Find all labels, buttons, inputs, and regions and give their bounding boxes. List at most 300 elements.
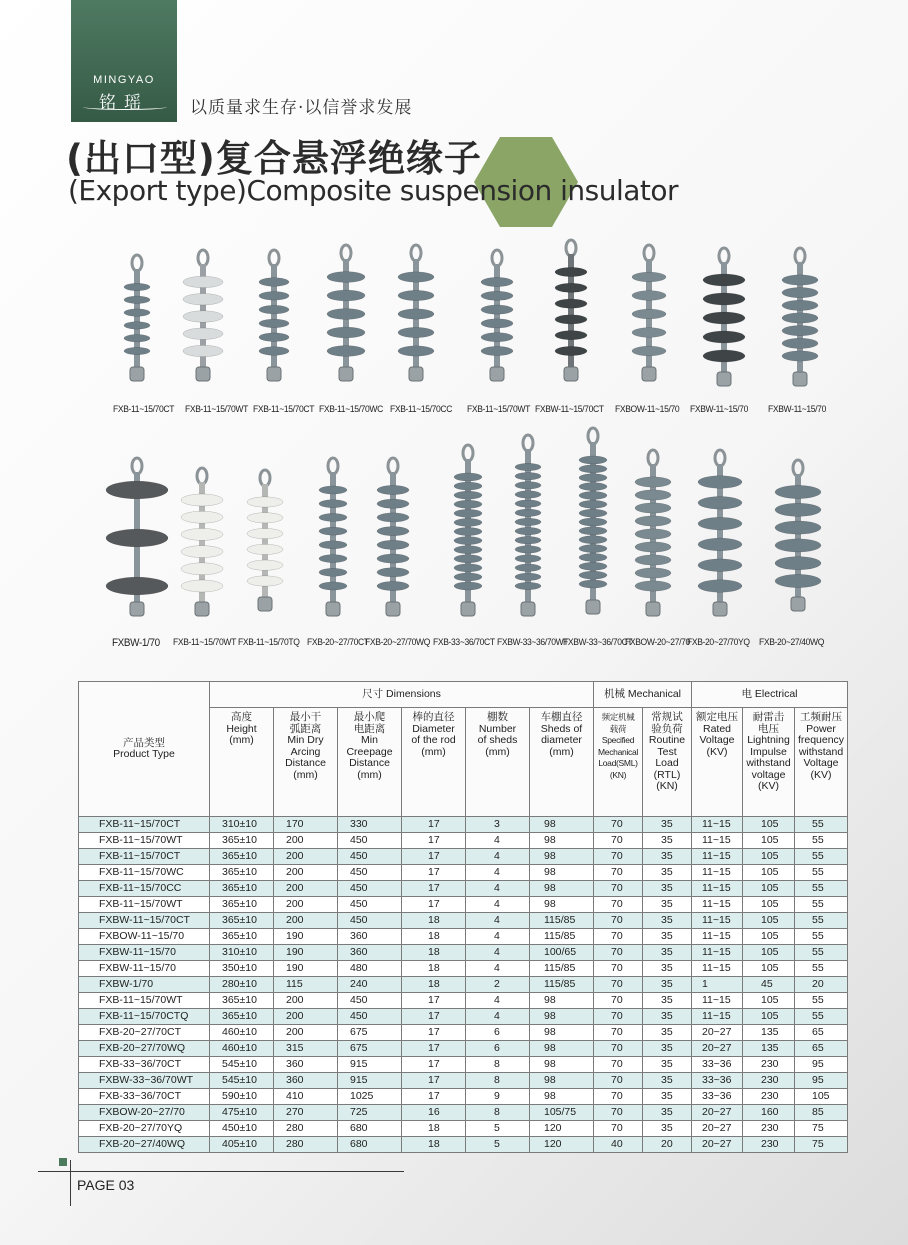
insulator-row1-1 <box>124 255 150 381</box>
table-cell: 105 <box>743 897 795 913</box>
table-cell: 55 <box>795 881 848 897</box>
table-cell: 11~15 <box>692 1009 743 1025</box>
insulator-row2-11 <box>775 460 821 611</box>
table-cell: 98 <box>530 1073 594 1089</box>
table-cell: 365±10 <box>210 929 274 945</box>
table-row <box>79 929 848 945</box>
shed <box>259 278 289 287</box>
insulator-label: FXB-11~15/70WT <box>467 404 530 415</box>
rod <box>262 484 268 599</box>
shed <box>775 503 821 516</box>
shed <box>181 580 223 592</box>
table-cell: 70 <box>594 817 643 833</box>
table-cell: 115/85 <box>530 913 594 929</box>
table-cell: 35 <box>643 1009 692 1025</box>
table-cell: 70 <box>594 1009 643 1025</box>
table-cell: 33~36 <box>692 1089 743 1105</box>
sml-header: 频定机械 载荷 Specified Mechanical Load(SML) (KN) <box>594 708 643 817</box>
table-cell: 1 <box>692 977 743 993</box>
insulator-row2-8 <box>579 428 607 614</box>
rod <box>494 264 500 369</box>
shed <box>579 483 607 491</box>
bottom-fitting-icon <box>195 602 209 616</box>
bottom-fitting-icon <box>717 372 731 386</box>
rod <box>134 269 140 369</box>
shed <box>259 333 289 342</box>
table-cell: 200 <box>274 897 338 913</box>
shed <box>775 557 821 570</box>
shed <box>377 527 409 536</box>
shed <box>515 491 541 498</box>
table-cell: 18 <box>402 1137 466 1153</box>
page-number: PAGE 03 <box>77 1177 135 1193</box>
shed <box>181 511 223 523</box>
table-cell: 365±10 <box>210 881 274 897</box>
table-cell: 35 <box>643 865 692 881</box>
table-cell: 240 <box>338 977 402 993</box>
shed <box>454 518 482 526</box>
insulator-label: FXBW-33~36/70WT <box>497 637 569 648</box>
table-cell: 98 <box>530 897 594 913</box>
table-cell: 200 <box>274 913 338 929</box>
table-cell: 9 <box>466 1089 530 1105</box>
table-row <box>79 1121 848 1137</box>
shed <box>481 346 513 355</box>
table-cell: 70 <box>594 993 643 1009</box>
shed <box>515 518 541 525</box>
shed <box>454 528 482 536</box>
shed <box>481 319 513 328</box>
table-cell: 330 <box>338 817 402 833</box>
footer-rule <box>38 1171 404 1172</box>
table-cell: 4 <box>466 881 530 897</box>
shed <box>247 528 283 538</box>
table-row <box>79 961 848 977</box>
insulator-label: FXBW-33~36/70CT <box>563 637 633 648</box>
table-cell: 35 <box>643 961 692 977</box>
table-cell: 17 <box>402 1057 466 1073</box>
top-fitting-icon <box>411 245 421 261</box>
company-logo <box>71 0 177 122</box>
table-cell: 55 <box>795 849 848 865</box>
table-cell: 11~15 <box>692 961 743 977</box>
table-cell: 5 <box>466 1121 530 1137</box>
shed <box>319 555 347 563</box>
shed <box>515 546 541 553</box>
shed <box>183 328 223 339</box>
table-cell: 55 <box>795 1009 848 1025</box>
shed <box>454 500 482 508</box>
table-cell: 450 <box>338 833 402 849</box>
shed <box>181 546 223 558</box>
top-fitting-icon <box>793 460 803 476</box>
shed <box>782 288 818 298</box>
shed <box>703 293 745 305</box>
mechanical-group-header: 机械 Mechanical <box>594 682 692 708</box>
shed <box>515 537 541 544</box>
product-cell: FXB-20~27/70WQ <box>79 1041 210 1057</box>
table-cell: 35 <box>643 849 692 865</box>
table-cell: 115/85 <box>530 961 594 977</box>
table-cell: 545±10 <box>210 1057 274 1073</box>
spec-table <box>78 681 848 1153</box>
top-fitting-icon <box>269 250 279 266</box>
table-cell: 365±10 <box>210 849 274 865</box>
table-cell: 18 <box>402 961 466 977</box>
shed <box>555 299 587 308</box>
shed <box>327 290 365 301</box>
shed <box>635 503 671 513</box>
product-cell: FXB-11~15/70CC <box>79 881 210 897</box>
table-cell: 280 <box>274 1121 338 1137</box>
table-cell: 55 <box>795 865 848 881</box>
table-row <box>79 1137 848 1153</box>
shed <box>124 322 150 329</box>
shed <box>579 536 607 544</box>
table-cell: 70 <box>594 897 643 913</box>
rod <box>271 264 277 369</box>
top-fitting-icon <box>644 245 654 261</box>
shed <box>515 472 541 479</box>
table-cell: 70 <box>594 1057 643 1073</box>
table-cell: 45 <box>743 977 795 993</box>
product-cell: FXB-11~15/70WC <box>79 865 210 881</box>
table-cell: 17 <box>402 1089 466 1105</box>
shed <box>632 272 666 282</box>
table-cell: 160 <box>743 1105 795 1121</box>
shed <box>454 491 482 499</box>
shed <box>579 500 607 508</box>
power-frequency-header: 工频耐压 Power frequency withstand Voltage (KV) <box>795 708 848 817</box>
table-cell: 17 <box>402 897 466 913</box>
footer-vertical-rule <box>70 1160 71 1206</box>
product-cell: FXB-33~36/70CT <box>79 1089 210 1105</box>
table-cell: 105 <box>743 865 795 881</box>
table-cell: 230 <box>743 1073 795 1089</box>
insulator-row1-6 <box>481 250 513 381</box>
table-cell: 450 <box>338 849 402 865</box>
table-cell: 280±10 <box>210 977 274 993</box>
table-cell: 35 <box>643 977 692 993</box>
insulator-row2-10 <box>698 450 742 616</box>
table-cell: 55 <box>795 913 848 929</box>
shed <box>481 305 513 314</box>
table-cell: 105 <box>743 993 795 1009</box>
table-cell: 200 <box>274 865 338 881</box>
table-cell: 675 <box>338 1041 402 1057</box>
insulator-row2-1 <box>106 458 168 616</box>
rod <box>390 472 396 604</box>
table-cell: 70 <box>594 865 643 881</box>
table-cell: 105 <box>743 961 795 977</box>
table-cell: 95 <box>795 1057 848 1073</box>
top-fitting-icon <box>492 250 502 266</box>
sheds-diameter-header: 车棚直径 Sheds of diameter (mm) <box>530 708 594 817</box>
shed <box>259 347 289 356</box>
shed <box>579 491 607 499</box>
product-cell: FXBW-11~15/70CT <box>79 913 210 929</box>
rod <box>721 262 727 374</box>
table-cell: 35 <box>643 1089 692 1105</box>
shed <box>515 555 541 562</box>
shed <box>247 513 283 523</box>
shed <box>555 315 587 324</box>
logo-text-cn: 铭瑶 <box>99 93 149 113</box>
table-cell: 20~27 <box>692 1041 743 1057</box>
table-cell: 365±10 <box>210 897 274 913</box>
table-cell: 35 <box>643 881 692 897</box>
shed <box>106 577 168 595</box>
shed <box>579 456 607 464</box>
table-cell: 4 <box>466 913 530 929</box>
shed <box>635 568 671 578</box>
top-fitting-icon <box>463 445 473 461</box>
table-cell: 16 <box>402 1105 466 1121</box>
table-cell: 230 <box>743 1137 795 1153</box>
table-cell: 6 <box>466 1025 530 1041</box>
shed <box>319 513 347 521</box>
table-cell: 200 <box>274 993 338 1009</box>
table-cell: 17 <box>402 1073 466 1089</box>
shed <box>454 509 482 517</box>
table-cell: 200 <box>274 833 338 849</box>
table-cell: 450 <box>338 881 402 897</box>
rod <box>650 464 656 604</box>
table-cell: 4 <box>466 897 530 913</box>
rod <box>646 259 652 369</box>
table-cell: 70 <box>594 977 643 993</box>
rod <box>330 472 336 604</box>
dry-arcing-header: 最小干 弧距离 Min Dry Arcing Distance (mm) <box>274 708 338 817</box>
shed <box>481 333 513 342</box>
table-row <box>79 1073 848 1089</box>
table-cell: 35 <box>643 1121 692 1137</box>
table-cell: 35 <box>643 1025 692 1041</box>
table-cell: 450 <box>338 1009 402 1025</box>
shed <box>555 283 587 292</box>
shed <box>515 573 541 580</box>
table-cell: 35 <box>643 1057 692 1073</box>
table-row <box>79 897 848 913</box>
bottom-fitting-icon <box>461 602 475 616</box>
table-cell: 115/85 <box>530 977 594 993</box>
shed <box>183 294 223 305</box>
shed <box>515 582 541 589</box>
table-cell: 18 <box>402 913 466 929</box>
product-type-header: 产品类型 Product Type <box>79 682 210 817</box>
insulator-label: FXB-20~27/70WQ <box>365 637 431 648</box>
shed <box>377 554 409 563</box>
table-cell: 190 <box>274 961 338 977</box>
table-cell: 11~15 <box>692 945 743 961</box>
table-cell: 450±10 <box>210 1121 274 1137</box>
table-cell: 35 <box>643 817 692 833</box>
table-row <box>79 913 848 929</box>
table-cell: 33~36 <box>692 1057 743 1073</box>
shed <box>124 347 150 354</box>
table-cell: 75 <box>795 1121 848 1137</box>
table-cell: 365±10 <box>210 993 274 1009</box>
top-fitting-icon <box>197 468 207 484</box>
insulator-row2-7 <box>515 435 541 616</box>
table-cell: 915 <box>338 1073 402 1089</box>
insulator-row1-3 <box>259 250 289 381</box>
shed <box>515 527 541 534</box>
table-cell: 35 <box>643 1105 692 1121</box>
insulator-label: FXB-11~15/70CT <box>253 404 315 415</box>
insulator-label: FXB-11~15/70WC <box>319 404 383 415</box>
table-cell: 100/65 <box>530 945 594 961</box>
table-cell: 105 <box>743 1009 795 1025</box>
table-cell: 120 <box>530 1121 594 1137</box>
table-row <box>79 833 848 849</box>
shed <box>698 497 742 510</box>
table-cell: 460±10 <box>210 1025 274 1041</box>
table-cell: 20~27 <box>692 1105 743 1121</box>
table-group-header-row <box>79 682 848 708</box>
table-cell: 17 <box>402 849 466 865</box>
table-cell: 105 <box>743 817 795 833</box>
slogan: 以质量求生存·以信誉求发展 <box>190 98 413 118</box>
bottom-fitting-icon <box>386 602 400 616</box>
table-cell: 135 <box>743 1025 795 1041</box>
shed <box>782 313 818 323</box>
table-cell: 95 <box>795 1073 848 1089</box>
table-cell: 11~15 <box>692 817 743 833</box>
product-cell: FXB-11~15/70CT <box>79 849 210 865</box>
shed <box>635 542 671 552</box>
table-cell: 350±10 <box>210 961 274 977</box>
top-fitting-icon <box>795 248 805 264</box>
table-cell: 18 <box>402 945 466 961</box>
shed <box>481 291 513 300</box>
bottom-fitting-icon <box>564 367 578 381</box>
table-cell: 105 <box>743 913 795 929</box>
insulator-label: FXB-20~27/40WQ <box>759 637 825 648</box>
top-fitting-icon <box>132 255 142 271</box>
shed <box>181 563 223 575</box>
table-cell: 11~15 <box>692 993 743 1009</box>
table-cell: 35 <box>643 929 692 945</box>
table-cell: 4 <box>466 1009 530 1025</box>
insulator-label: FXBOW-11~15/70 <box>615 404 680 415</box>
table-cell: 17 <box>402 833 466 849</box>
shed <box>515 463 541 470</box>
insulator-label: FXB-11~15/70WT <box>173 637 236 648</box>
table-cell: 11~15 <box>692 849 743 865</box>
bottom-fitting-icon <box>586 600 600 614</box>
shed <box>579 509 607 517</box>
table-cell: 17 <box>402 865 466 881</box>
shed <box>124 334 150 341</box>
lightning-header: 耐雷击 电压 Lightning Impulse withstand voltage (KV) <box>743 708 795 817</box>
top-fitting-icon <box>260 470 270 486</box>
table-cell: 33~36 <box>692 1073 743 1089</box>
rod <box>590 442 596 602</box>
table-cell: 17 <box>402 817 466 833</box>
table-cell: 360 <box>338 929 402 945</box>
table-row <box>79 977 848 993</box>
table-row <box>79 1009 848 1025</box>
table-cell: 200 <box>274 849 338 865</box>
table-cell: 65 <box>795 1041 848 1057</box>
table-cell: 98 <box>530 833 594 849</box>
table-cell: 98 <box>530 1025 594 1041</box>
shed <box>555 346 587 355</box>
table-cell: 8 <box>466 1073 530 1089</box>
electrical-group-header: 电 Electrical <box>692 682 848 708</box>
table-cell: 200 <box>274 1009 338 1025</box>
product-cell: FXB-20~27/70YQ <box>79 1121 210 1137</box>
insulator-label: FXBW-11~15/70CT <box>535 404 604 415</box>
top-fitting-icon <box>328 458 338 474</box>
bottom-fitting-icon <box>521 602 535 616</box>
table-cell: 190 <box>274 929 338 945</box>
shed <box>703 312 745 324</box>
shed <box>775 485 821 498</box>
product-cell: FXB-20~27/40WQ <box>79 1137 210 1153</box>
shed <box>327 272 365 283</box>
table-cell: 365±10 <box>210 865 274 881</box>
table-cell: 4 <box>466 833 530 849</box>
table-cell: 20 <box>795 977 848 993</box>
insulator-label: FXBOW-20~27/70 <box>625 637 690 648</box>
table-cell: 3 <box>466 817 530 833</box>
shed <box>635 555 671 565</box>
page-title-cn: (出口型)复合悬浮绝缘子 <box>66 137 482 180</box>
table-cell: 70 <box>594 1041 643 1057</box>
table-cell: 98 <box>530 817 594 833</box>
bottom-fitting-icon <box>793 372 807 386</box>
rod-diameter-header: 棒的直径 Diameter of the rod (mm) <box>402 708 466 817</box>
table-row <box>79 945 848 961</box>
table-cell: 410 <box>274 1089 338 1105</box>
rated-voltage-header: 额定电压 Rated Voltage (KV) <box>692 708 743 817</box>
shed <box>782 326 818 336</box>
shed <box>377 499 409 508</box>
shed <box>327 327 365 338</box>
shed <box>579 527 607 535</box>
table-cell: 1025 <box>338 1089 402 1105</box>
table-cell: 98 <box>530 865 594 881</box>
table-cell: 55 <box>795 945 848 961</box>
table-cell: 365±10 <box>210 1009 274 1025</box>
rod <box>568 254 574 369</box>
insulator-label: FXBW-1/70 <box>112 637 160 649</box>
shed <box>398 272 434 282</box>
bottom-fitting-icon <box>791 597 805 611</box>
bottom-fitting-icon <box>130 602 144 616</box>
shed <box>181 494 223 506</box>
shed <box>181 528 223 540</box>
sheds-number-header: 棚数 Number of sheds (mm) <box>466 708 530 817</box>
insulator-label: FXB-33~36/70CT <box>433 637 495 648</box>
shed <box>635 581 671 591</box>
table-cell: 230 <box>743 1121 795 1137</box>
top-fitting-icon <box>719 248 729 264</box>
product-cell: FXBW-1/70 <box>79 977 210 993</box>
table-cell: 17 <box>402 1025 466 1041</box>
table-row <box>79 1089 848 1105</box>
table-cell: 680 <box>338 1137 402 1153</box>
bottom-fitting-icon <box>267 367 281 381</box>
shed <box>247 544 283 554</box>
bottom-fitting-icon <box>339 367 353 381</box>
rod <box>717 464 723 604</box>
shed <box>106 481 168 499</box>
table-cell: 450 <box>338 865 402 881</box>
table-row <box>79 817 848 833</box>
